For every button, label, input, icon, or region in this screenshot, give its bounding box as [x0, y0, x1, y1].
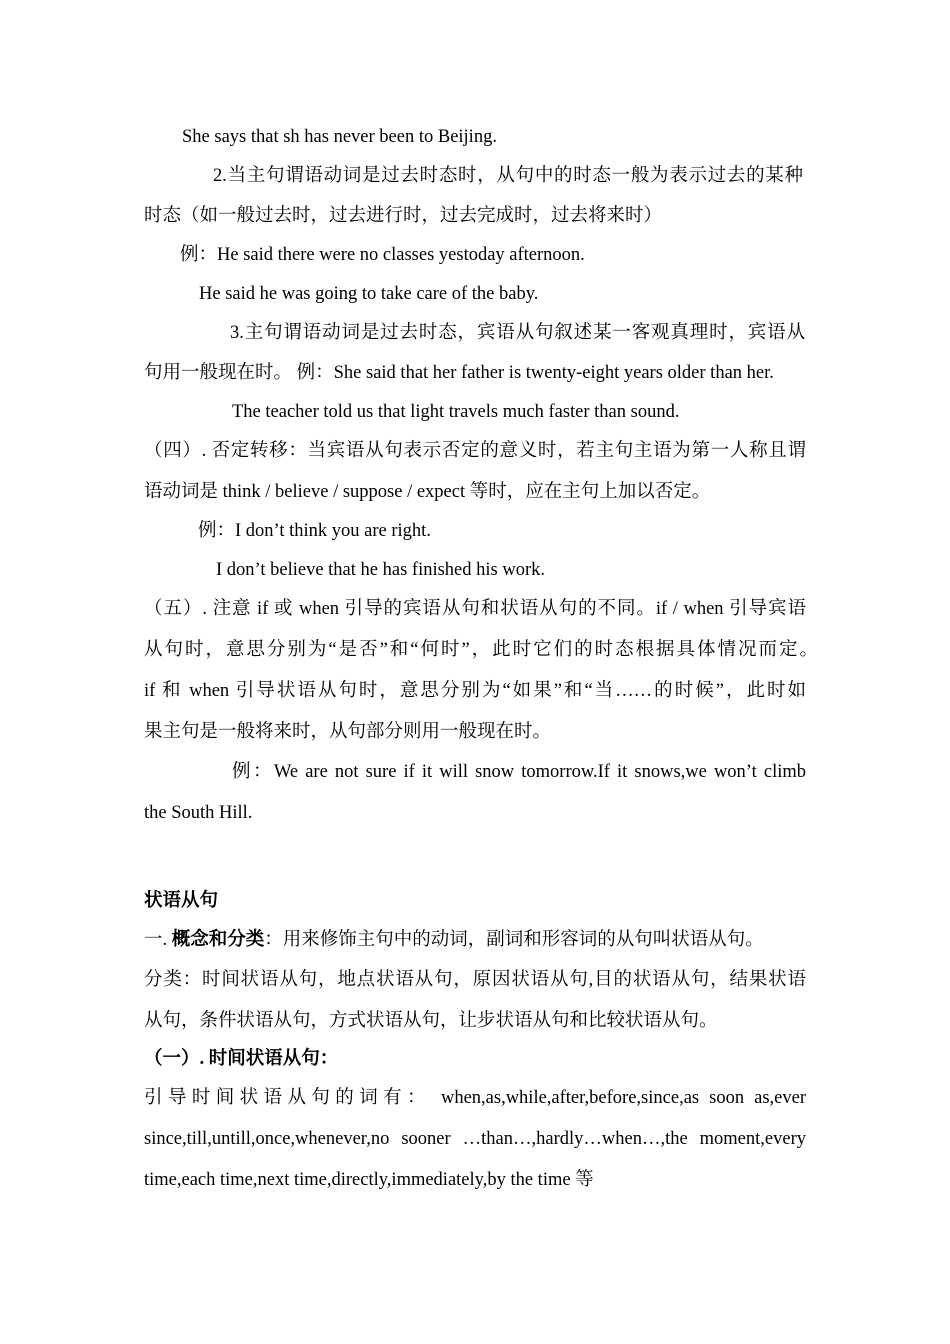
rule-3-line-2: 句用一般现在时。 例：She said that her father is twenty-eight years older than her.: [144, 363, 774, 383]
rule-2-line-1: 2.当主句谓语动词是过去时态时，从句中的时态一般为表示过去的某种: [213, 166, 803, 186]
concept-prefix: 一.: [144, 930, 168, 950]
time-clause-words-line-3: time,each time,next time,directly,immediately,by the time 等: [144, 1170, 594, 1190]
concept-line: [144, 928, 764, 952]
example-sentence: The teacher told us that light travels much faster than sound.: [232, 402, 680, 422]
concept-text: ：用来修饰主句中的动词，副词和形容词的从句叫状语从句。: [264, 930, 764, 950]
time-clause-words-line-2: since,till,untill,once,whenever,no sooner …than…,hardly…when…,the moment,every: [144, 1129, 806, 1149]
classification-line-2: 从句，条件状语从句，方式状语从句，让步状语从句和比较状语从句。: [144, 1011, 718, 1031]
example-sentence: 例：I don’t think you are right.: [198, 521, 431, 541]
example-sentence: I don’t believe that he has finished his work.: [216, 560, 545, 580]
section-5-line-2: 从句时，意思分别为“是否”和“何时”，此时它们的时态根据具体情况而定。: [144, 640, 818, 660]
example-sentence: He said he was going to take care of the baby.: [199, 284, 539, 304]
section-5-line-4: 果主句是一般将来时，从句部分则用一般现在时。: [144, 722, 552, 742]
rule-2-line-2: 时态（如一般过去时，过去进行时，过去完成时，过去将来时）: [144, 206, 663, 226]
subsection-heading: （一）. 时间状语从句：: [144, 1049, 339, 1069]
concept-bold-label: 概念和分类: [171, 930, 265, 950]
time-clause-words-line-1: 引导时间状语从句的词有： when,as,while,after,before,since,as soon as,ever: [144, 1088, 806, 1108]
example-sentence: 例：We are not sure if it will snow tomorrow.If it snows,we won’t climb: [232, 762, 806, 782]
section-4-line-1: （四）. 否定转移：当宾语从句表示否定的意义时，若主句主语为第一人称且谓: [144, 441, 806, 461]
section-heading: 状语从句: [144, 891, 219, 911]
rule-3-line-1: 3.主句谓语动词是过去时态，宾语从句叙述某一客观真理时，宾语从: [230, 323, 805, 343]
classification-line-1: 分类：时间状语从句，地点状语从句，原因状语从句,目的状语从句，结果状语: [144, 970, 806, 990]
example-sentence: She says that sh has never been to Beijing.: [182, 127, 497, 147]
example-sentence: 例：He said there were no classes yestoday afternoon.: [180, 245, 585, 265]
section-4-line-2: 语动词是 think / believe / suppose / expect 等时，应在主句上加以否定。: [144, 482, 711, 502]
section-5-line-1: （五）. 注意 if 或 when 引导的宾语从句和状语从句的不同。if / when 引导宾语: [144, 599, 806, 619]
section-5-line-3: if 和 when 引导状语从句时，意思分别为“如果”和“当……的时候”，此时如: [144, 681, 806, 701]
example-sentence-cont: the South Hill.: [144, 803, 253, 823]
